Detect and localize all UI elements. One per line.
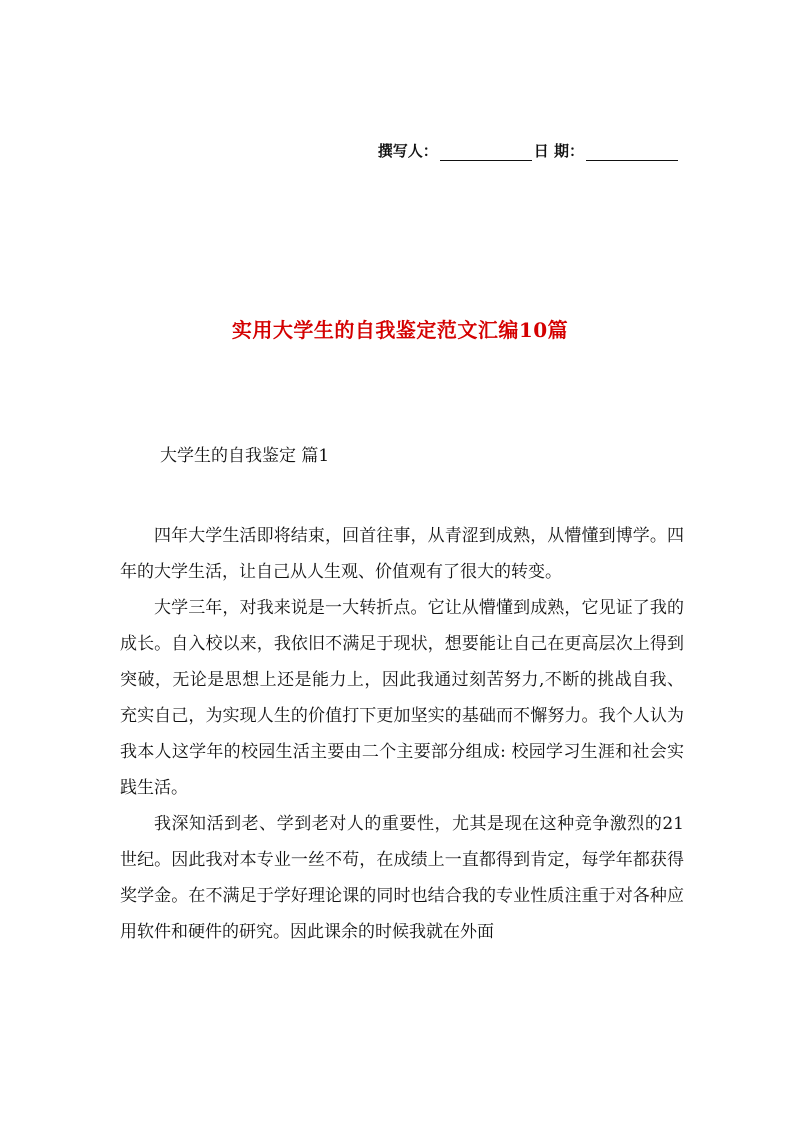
paragraph: 四年大学生活即将结束，回首往事，从青涩到成熟，从懵懂到博学。四年的大学生活，让自己从人生观、价值观有了很大的转变。 (120, 526, 684, 582)
document-title: 实用大学生的自我鉴定范文汇编10篇 (231, 318, 569, 342)
body-text (120, 518, 684, 950)
date-blank (586, 144, 678, 161)
paragraph: 大学三年，对我来说是一大转折点。它让从懵懂到成熟，它见证了我的成长。自入校以来，我依旧不满足于现状，想要能让自己在更高层次上得到突破，无论是思想上还是能力上，因此我通过刻苦努力,不断的挑战自我、充实自己，为实现人生的价值打下更加坚实的基础而不懈努力。我个人认为我本人这学年的校园生活主要由二个主要部分组成: 校园学习生涯和社会实践生活。 (120, 598, 684, 798)
section-heading: 大学生的自我鉴定 篇1 (160, 446, 330, 466)
author-date-line (378, 140, 680, 161)
author-blank (440, 144, 532, 161)
author-label: 撰写人： (377, 142, 438, 160)
paragraph: 我深知活到老、学到老对人的重要性，尤其是现在这种竞争激烈的21世纪。因此我对本专业一丝不苟，在成绩上一直都得到肯定，每学年都获得奖学金。在不满足于学好理论课的同时也结合我的专业性质注重于对各种应用软件和硬件的研究。因此课余的时候我就在外面 (120, 814, 684, 942)
date-label: 日 期： (533, 142, 584, 160)
